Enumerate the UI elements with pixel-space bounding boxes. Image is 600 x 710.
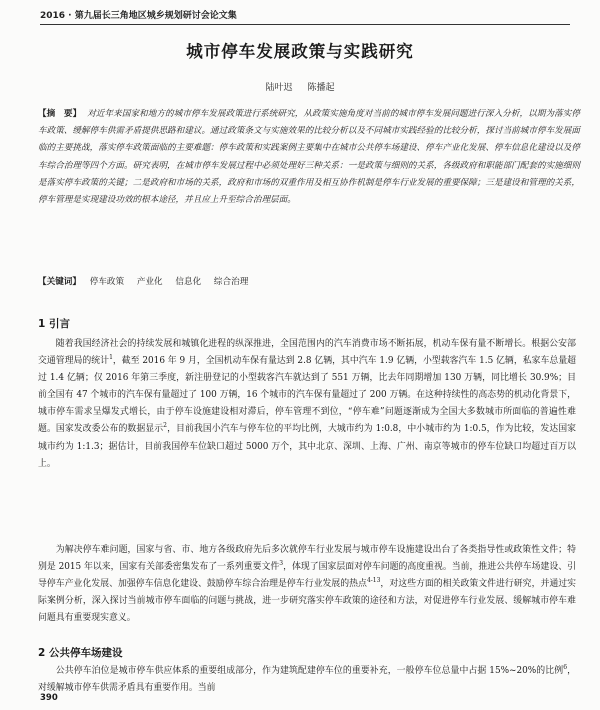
section-heading: 1 引言 (38, 318, 70, 330)
section-heading: 2 公共停车场建设 (38, 647, 123, 659)
keywords-label: 【关键词】 (38, 277, 81, 287)
paper-title: 城市停车发展政策与实践研究 (186, 42, 414, 61)
body-paragraph: 随着我国经济社会的持续发展和城镇化进程的纵深推进，全国范围内的汽车消费市场不断拓展，机动车保有量不断增长。根据公安部交通管理局的统计$^1$，截至 2016 年 9 月，全国机动车保有量达到 2.8 亿辆，其中汽车 1.9 亿辆，小型载客汽车 1.5 亿辆，私家车总量超过 1.4 亿辆；仅 2016 年第三季度，新注册登记的小型载客汽车就达到了 551 万辆，比去年同期增加 130 万辆，同比增长 30.9%；目前全国有 47 个城市的汽车保有量超过了 100 万辆，16 个城市的汽车保有量超过了 200 万辆。在这种持续性的高态势的机动化背景下，城市停车需求呈爆发式增长，由于停车设施建设相对滞后，停车管理不到位，“停车难”问题逐渐成为全国大多数城市所面临的普遍性难题。国家发改委公布的数据显示$^2$，目前我国小汽车与停车位的平均比例，大城市约为 1:0.8，中小城市约为 1:0.5，作为比较，发达国家城市约为 1:1.3；据估计，目前我国停车位缺口超过 5000 万个，其中北京、深圳、上海、广州、南京等城市的停车位缺口均超过百万以上。 (38, 339, 577, 469)
running-header: 2016 · 第九届长三角地区城乡规划研讨会论文集 (40, 8, 570, 25)
body-paragraph: 公共停车泊位是城市停车供应体系的重要组成部分，作为建筑配建停车位的重要补充，一般停车位总量中占据 15%~20%的比例$^6$，对缓解城市停车供需矛盾具有重要作用。当前 (38, 664, 576, 694)
abstract-label: 【摘 要】 (38, 109, 82, 119)
page-number: 390 (40, 693, 58, 703)
abstract (38, 106, 580, 209)
keyword: 产业化 (136, 277, 163, 287)
citation: 2 (163, 422, 167, 430)
keyword: 信息化 (175, 277, 202, 287)
citation: 4-13 (366, 577, 381, 585)
keyword: 停车政策 (89, 277, 125, 287)
author-name: 陆叶迟 (265, 83, 293, 93)
abstract-text: 对近年来国家和地方的城市停车发展政策进行系统研究，从政策实施角度对当前的城市停车发展问题进行深入分析，以期为落实停车政策、缓解停车供需矛盾提供思路和建议。通过政策条文与实施效果的比较分析以及不同城市实践经验的比较分析，探讨当前城市停车发展面临的主要挑战，落实停车政策面临的主要难题：停车政策和实践案例主要集中在城市公共停车场建设、停车产业化发展、停车信息化建设以及停车综合治理等四个方面。研究表明，在城市停车发展过程中必须处理好三种关系：一是政策与细则的关系，各级政府和职能部门配套的实施细则是落实停车政策的关键；二是政府和市场的关系，政府和市场的双重作用及相互协作机制是停车行业发展的重要保障；三是建设和管理的关系，停车管理是实现建设功效的根本途径，并且应上升至综合治理层面。 (38, 109, 580, 206)
author-list (0, 80, 600, 93)
citation: 6 (563, 664, 568, 672)
author-name: 陈播起 (307, 83, 335, 93)
keyword: 综合治理 (213, 277, 249, 287)
citation: 3 (279, 560, 284, 568)
citation: 1 (109, 354, 113, 362)
body-paragraph: 为解决停车难问题，国家与省、市、地方各级政府先后多次就停车行业发展与城市停车设施建设出台了各类指导性或政策性文件；特别是 2015 年以来，国家有关部委密集发布了一系列重要文件$^3$，体现了国家层面对停车问题的高度重视。当前，推进公共停车场建设、引导停车产业化发展、加强停车信息化建设、鼓励停车综合治理是停车行业发展的热点$^{4-13}$，对这些方面的相关政策文件进行研究，并通过实际案例分析，深入探讨当前城市停车面临的问题与挑战，进一步研究落实停车政策的途径和方法，对促进停车行业发展、缓解城市停车难问题具有重要现实意义。 (38, 545, 577, 624)
keywords (38, 274, 580, 291)
